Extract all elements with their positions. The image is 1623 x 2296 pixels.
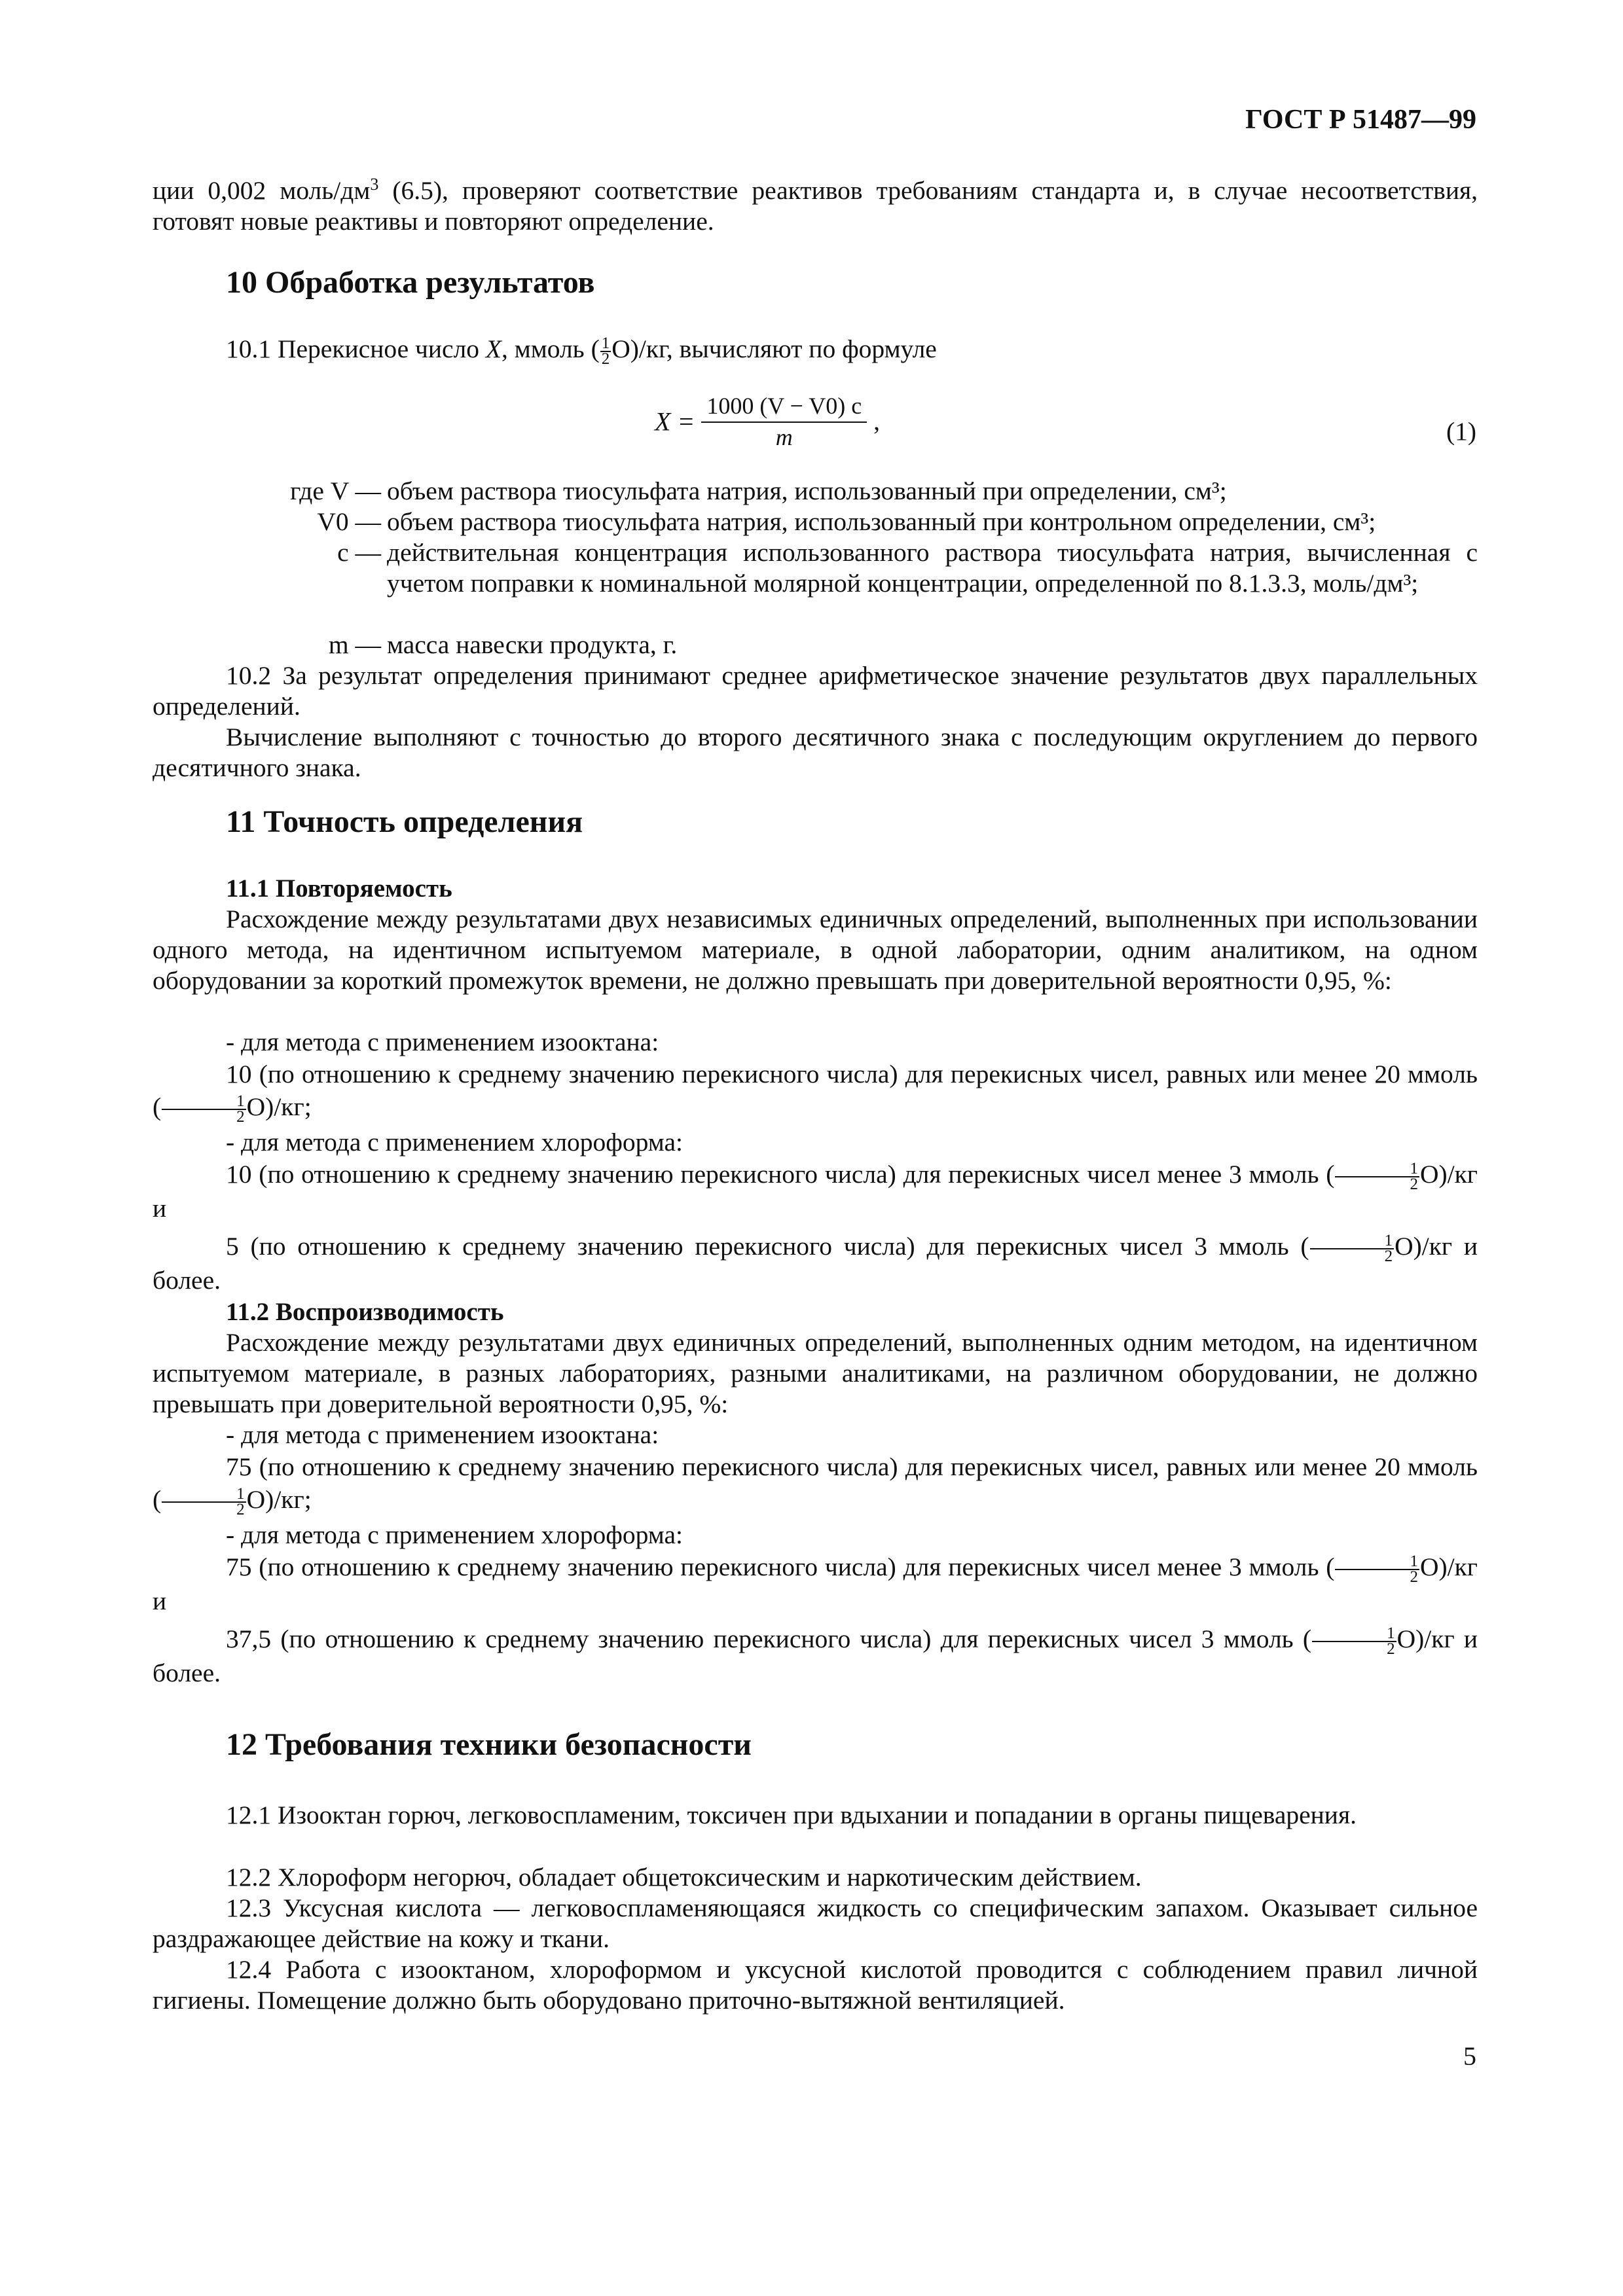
para-10-1 (226, 334, 937, 367)
definition-term: m — (328, 630, 381, 659)
para-11-2: Расхождение между результатами двух единичных определений, выполненных одним методом, на идентичном испытуемом материале, в разных лабораториях, разными аналитиками, на различном оборудовании, не должно превышать при доверительной вероятности 0,95, %: (153, 1328, 1478, 1418)
para-12-2: 12.2 Хлороформ негорюч, обладает общетоксическим и наркотическим действием. (226, 1863, 1142, 1892)
s1-chloroform-label: - для метода с применением хлороформа: (226, 1128, 684, 1157)
s1-chloroform-item-1: 10 (по отношению к среднему значению перекисного числа) для перекисных чисел менее 3 ммоль ( $\frac{1}{2}$ O)/кг и (153, 1159, 1478, 1223)
para-10-2: 10.2 За результат определения принимают среднее арифметическое значение результатов двух параллельных определений. (153, 661, 1478, 721)
intro-paragraph (153, 175, 1478, 237)
p10-1-var: X (485, 334, 501, 363)
definition-term: где V — (290, 476, 381, 505)
intro-text-b: (6.5), проверяют соответствие реактивов требованиям стандарта и, в случае несоответствия, готовят новые реактивы и повторяют определение. (153, 176, 1478, 236)
para-12-3: 12.3 Уксусная кислота — легковоспламеняющаяся жидкость со специфическим запахом. Оказывает сильное раздражающее действие на кожу и ткани. (153, 1893, 1478, 1953)
formula-numerator: 1000 (V − V0) c (701, 391, 867, 423)
s2-chloroform-item-1: 75 (по отношению к среднему значению перекисного числа) для перекисных чисел менее 3 ммоль ( $\frac{1}{2}$ O)/кг и (153, 1552, 1478, 1615)
s2-isooctane-item: 75 (по отношению к среднему значению перекисного числа) для перекисных чисел, равных или менее 20 ммоль ( $\frac{1}{2}$ O)/кг; (153, 1452, 1478, 1518)
definition-term: V0 — (317, 507, 381, 536)
half-fraction: $\frac{1}{2}$ (1335, 1162, 1419, 1192)
half-fraction: $\frac{1}{2}$ (1312, 1626, 1396, 1657)
p10-1-b: , ммоль ( (501, 334, 600, 363)
formula-fraction (701, 391, 867, 452)
section-10-title: 10 Обработка результатов (226, 265, 595, 300)
subsection-11-1-title: 11.1 Повторяемость (226, 874, 452, 903)
section-11-title: 11 Точность определения (226, 804, 583, 839)
definition-term: c — (337, 538, 381, 567)
definition-text: объем раствора тиосульфата натрия, использованный при контрольном определении, см³; (387, 507, 1376, 536)
half-fraction: $\frac{1}{2}$ (162, 1487, 246, 1517)
para-11-1: Расхождение между результатами двух независимых единичных определений, выполненных при использовании одного метода, на идентичном испытуемом материале, в одной лаборатории, одним аналитиком, на одном оборудовании за короткий промежуток времени, не должно превышать при доверительной вероятности 0,95, %: (153, 905, 1478, 995)
half-fraction: $\frac{1}{2}$ (1310, 1234, 1395, 1264)
formula-lhs: X = (655, 406, 695, 437)
s1-chloroform-item-2: 5 (по отношению к среднему значению перекисного числа) для перекисных чисел 3 ммоль ( $\frac{1}{2}$ O)/кг и более. (153, 1231, 1478, 1295)
intro-sup: 3 (370, 175, 379, 194)
para-10-3: Вычисление выполняют с точностью до второго десятичного знака с последующим округлением до первого десятичного знака. (153, 723, 1478, 782)
half-fraction: $\frac{1}{2}$ (162, 1094, 246, 1124)
definition-text: объем раствора тиосульфата натрия, использованный при определении, см³; (387, 476, 1227, 505)
s2-chloroform-item-2: 37,5 (по отношению к среднему значению перекисного числа) для перекисных чисел 3 ммоль ( $\frac{1}{2}$ O)/кг и более. (153, 1624, 1478, 1687)
formula-comma: , (873, 406, 881, 436)
formula-number: (1) (1446, 417, 1476, 446)
p10-1-a: 10.1 Перекисное число (226, 334, 486, 363)
definition-text: действительная концентрация использованного раствора тиосульфата натрия, вычисленная с учетом поправки к номинальной молярной концентрации, определенной по 8.1.3.3, моль/дм³; (387, 538, 1478, 598)
formula-1 (655, 391, 880, 452)
standard-header: ГОСТ Р 51487—99 (1245, 105, 1476, 135)
page-number: 5 (1463, 2041, 1476, 2071)
half-fraction: $\frac{1}{2}$ (601, 334, 610, 368)
p10-1-c: O)/кг, вычисляют по формуле (611, 334, 937, 363)
para-12-1: 12.1 Изооктан горюч, легковоспламеним, токсичен при вдыхании и попадании в органы пищеварения. (226, 1801, 1357, 1829)
s1-isooctane-label: - для метода с применением изооктана: (226, 1028, 659, 1056)
subsection-11-2-title: 11.2 Воспроизводимость (226, 1298, 504, 1326)
s2-isooctane-label: - для метода с применением изооктана: (226, 1420, 659, 1449)
formula-denominator: m (775, 424, 793, 450)
para-12-4: 12.4 Работа с изооктаном, хлороформом и уксусной кислотой проводится с соблюдением правил личной гигиены. Помещение должно быть оборудовано приточно-вытяжной вентиляцией. (153, 1955, 1478, 2015)
section-12-title: 12 Требования техники безопасности (226, 1727, 752, 1762)
definition-text: масса навески продукта, г. (387, 630, 678, 659)
intro-text-a: ции 0,002 моль/дм (153, 176, 371, 205)
s2-chloroform-label: - для метода с применением хлороформа: (226, 1520, 684, 1549)
s1-isooctane-item: 10 (по отношению к среднему значению перекисного числа) для перекисных чисел, равных или менее 20 ммоль ( $\frac{1}{2}$ O)/кг; (153, 1060, 1478, 1126)
half-fraction: $\frac{1}{2}$ (1335, 1554, 1419, 1585)
